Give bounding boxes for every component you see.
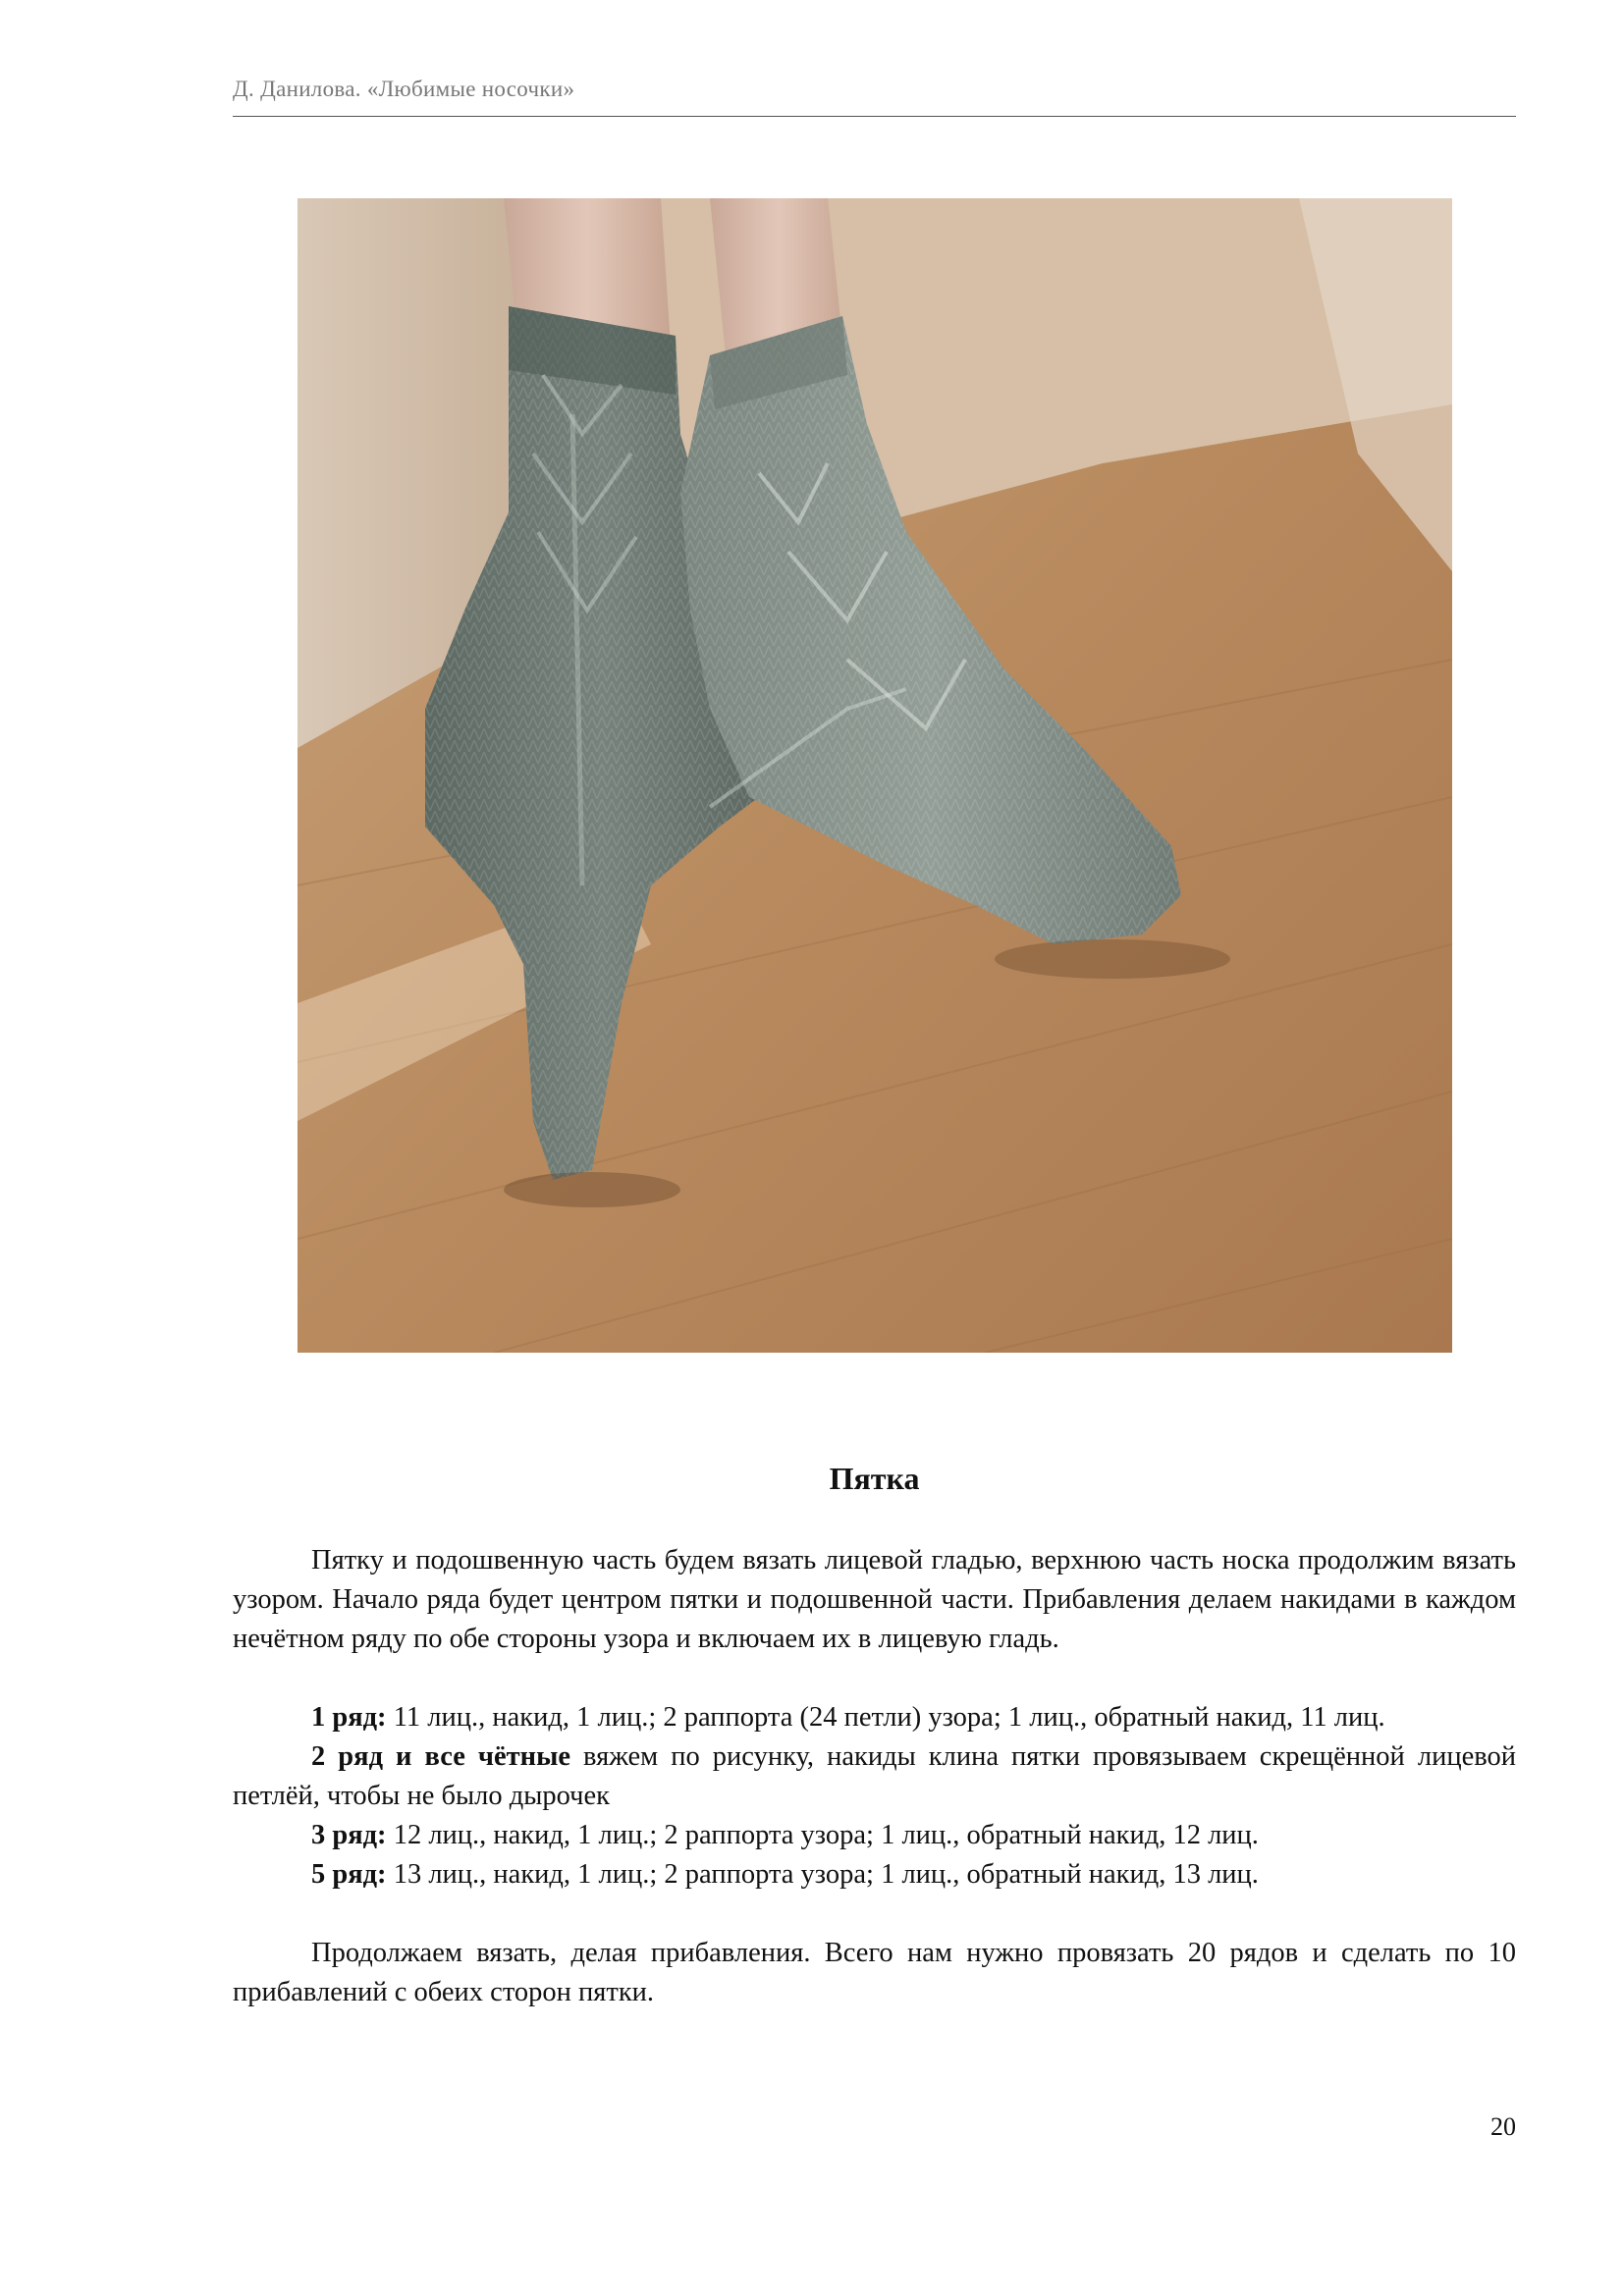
intro-paragraph: Пятку и подошвенную часть будем вязать лицевой гладью, верхнюю часть носка продолжим вязать узором. Начало ряда будет центром пятки и подошвенной части. Прибавления делаем накидами в каждом нечётном ряду по обе стороны узора и включаем их в лицевую гладь.	[233, 1545, 1516, 1654]
header-rule	[233, 116, 1516, 117]
outro-paragraph: Продолжаем вязать, делая прибавления. Всего нам нужно провязать 20 рядов и сделать по 10 прибавлений с обеих сторон пятки.	[233, 1938, 1516, 2007]
row-label: 1 ряд:	[311, 1702, 387, 1733]
knitted-socks-photo	[298, 198, 1452, 1353]
row-text: 11 лиц., накид, 1 лиц.; 2 раппорта (24 петли) узора; 1 лиц., обратный накид, 11 лиц.	[386, 1702, 1385, 1733]
row-instruction	[233, 1855, 1516, 1895]
running-header: Д. Данилова. «Любимые носочки»	[233, 77, 575, 101]
section-title: Пятка	[829, 1461, 920, 1496]
page-number: 20	[1490, 2112, 1516, 2141]
row-text: 13 лиц., накид, 1 лиц.; 2 раппорта узора; 1 лиц., обратный накид, 13 лиц.	[386, 1859, 1259, 1890]
row-label: 3 ряд:	[311, 1820, 387, 1850]
body-text	[233, 1541, 1516, 2012]
row-instruction	[233, 1737, 1516, 1816]
row-text: вяжем по рисунку, накиды клина пятки провязываем скрещённой лицевой петлёй, чтобы не было дырочек	[233, 1741, 1516, 1811]
row-instruction	[233, 1698, 1516, 1737]
row-label: 5 ряд:	[311, 1859, 387, 1890]
row-label: 2 ряд и все чётные	[311, 1741, 570, 1772]
row-instruction	[233, 1816, 1516, 1855]
row-text: 12 лиц., накид, 1 лиц.; 2 раппорта узора; 1 лиц., обратный накид, 12 лиц.	[386, 1820, 1259, 1850]
